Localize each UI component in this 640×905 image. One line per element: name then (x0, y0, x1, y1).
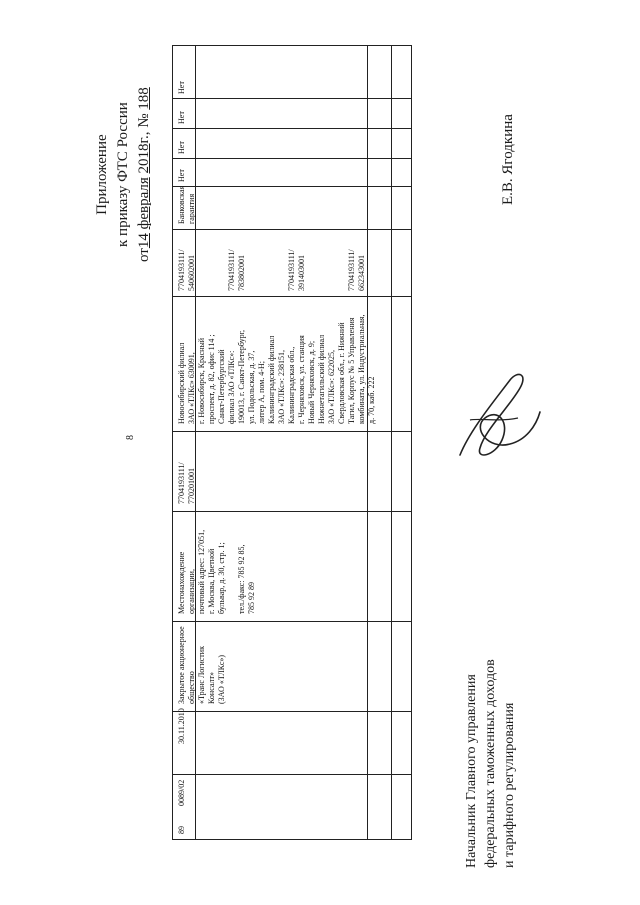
branch-line: ЗАО «ТЛКс»: 622025, (327, 350, 336, 424)
cell-reg-number: 0089/02 (177, 779, 186, 806)
cell-row-number: 89 (177, 826, 186, 834)
org-name-line: (ЗАО «ТЛКс») (217, 654, 226, 704)
cell-no-3: Нет (177, 111, 186, 124)
location-line: 785 92 89 (247, 582, 256, 614)
branch-line: проспект, д. 82, офис 114 ; (207, 334, 216, 424)
branch-inn-line: 783802001 (237, 255, 246, 291)
appendix-number-label: № (136, 113, 152, 128)
cell-guarantee (177, 186, 197, 224)
inn-kpp-line: 7704193111/ (177, 462, 186, 504)
branch-inn-line (197, 249, 207, 291)
cell-date: 30.11.2010 (177, 708, 186, 744)
cell-branch-inn (177, 249, 367, 291)
branch-line: Тагил, Корпус № 5 Управления (347, 317, 356, 424)
cell-no-4: Нет (177, 81, 186, 94)
appendix-year-suffix: г. (136, 135, 152, 144)
branch-inn-line (317, 249, 327, 291)
guarantee-line: Банковская (177, 185, 186, 224)
branch-line: Калининградский филиал (267, 335, 276, 424)
org-name-line: Консалт» (207, 672, 216, 704)
location-line: бульвар, д. 30, стр. 1; (217, 542, 226, 614)
branch-line: Калининградская обл., (287, 346, 296, 424)
branch-line: г. Черняховск, ул. станция (297, 335, 306, 424)
cell-no-1: Нет (177, 169, 186, 182)
org-name-line: общество (187, 671, 196, 704)
branch-inn-line (247, 249, 257, 291)
registry-table (172, 45, 412, 840)
table-divider (173, 186, 411, 187)
org-name-line: Закрытое акционерное (177, 626, 186, 704)
chief-title-line2: федеральных таможенных доходов (483, 659, 498, 868)
appendix-order-ref: к приказу ФТС России (115, 102, 131, 247)
appendix-year: 2018 (136, 143, 152, 174)
table-divider (173, 98, 411, 99)
branch-inn-line: 7704193111/ (347, 249, 356, 291)
branch-inn-line (337, 249, 347, 291)
table-divider (173, 128, 411, 129)
branch-inn-line (267, 249, 277, 291)
table-divider (173, 774, 411, 775)
branch-line: Свердловская обл., г. Нижний (337, 322, 346, 424)
branch-inn-line: 540602001 (187, 255, 196, 291)
branch-inn-line: 662343001 (357, 255, 366, 291)
branch-inn-line: 391403001 (297, 255, 306, 291)
table-divider (173, 229, 411, 230)
chief-title-line1: Начальник Главного управления (464, 674, 479, 868)
branch-inn-line (217, 249, 227, 291)
branch-inn-line: 7704193111/ (287, 249, 296, 291)
branch-line: д. 70, каб. 222 (367, 376, 376, 424)
branch-inn-line (277, 249, 287, 291)
signature-icon (440, 360, 550, 470)
location-line: тел./факс: 785 92 85, (237, 544, 246, 614)
cell-inn-kpp (177, 462, 197, 504)
table-divider (367, 46, 368, 839)
branch-line: ЗАО «ТЛКс»: 238151, (277, 350, 286, 424)
cell-location (177, 414, 257, 614)
branch-inn-line (257, 249, 267, 291)
appendix-date-prefix: от (136, 248, 152, 262)
location-line: почтовый адрес: 127051, (197, 529, 206, 614)
appendix-month: февраля (136, 177, 152, 230)
inn-kpp-line: 770201001 (187, 468, 196, 504)
branch-inn-line (307, 249, 317, 291)
branch-line: ЗАО «ТЛКс» 630091, (187, 352, 196, 424)
location-line: г. Москва, Цветной (207, 548, 216, 614)
appendix-title: Приложение (94, 134, 110, 215)
cell-no-2: Нет (177, 141, 186, 154)
appendix-header (92, 87, 155, 262)
branch-line: филиал ЗАО «ТЛКс»: (227, 350, 236, 424)
branch-line: комбината, ул. Индустриальная, (357, 314, 366, 424)
branch-inn-line (207, 249, 217, 291)
branch-inn-line: 7704193111/ (227, 249, 236, 291)
appendix-day: 14 (136, 233, 152, 249)
appendix-date-number: от14 февраля 2018г., № 188 (136, 87, 152, 262)
branch-line: Санкт-Петербургский (217, 349, 226, 424)
branch-inn-line (327, 249, 337, 291)
branch-line: литер А, пом. 4-Н; (257, 361, 266, 424)
table-divider (173, 158, 411, 159)
chief-title-line3: и тарифного регулирования (502, 702, 517, 868)
branch-inn-line: 7704193111/ (177, 249, 186, 291)
page-number: 8 (125, 435, 136, 440)
appendix-number: 188 (136, 87, 152, 110)
table-divider (391, 46, 392, 839)
chief-title (462, 659, 519, 868)
branch-line: г. Новосибирск, Красный (197, 337, 206, 424)
branch-line: Нижнетагильский филиал (317, 334, 326, 424)
location-line (227, 414, 237, 614)
signer-name: Е.В. Ягодкина (500, 114, 516, 205)
guarantee-line: гарантия (187, 193, 196, 224)
branch-line: Новый Черняховск, д. 9; (307, 340, 316, 424)
branch-line: ул. Подольская, д. 37, (247, 350, 256, 424)
table-divider (173, 711, 411, 712)
branch-line: Новосибирский филиал (177, 342, 186, 424)
branch-line: 190013, г. Санкт-Петербург, (237, 329, 246, 424)
org-name-line: «Транс Логистик (197, 646, 206, 704)
cell-branches (177, 315, 377, 424)
location-line: организации, (187, 569, 196, 614)
location-line: Местонахождение (177, 551, 186, 614)
table-divider (173, 296, 411, 297)
